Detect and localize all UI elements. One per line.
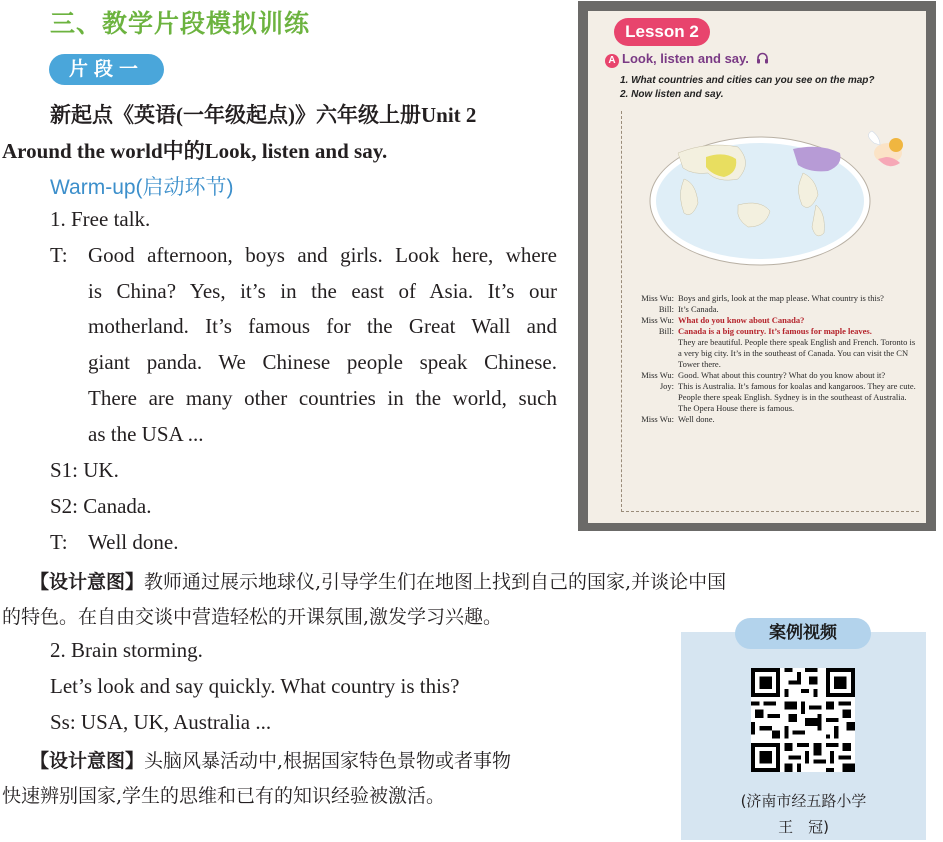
dialogue-line xyxy=(618,370,918,381)
dialogue-speaker: Bill: xyxy=(658,304,674,314)
dialogue-line xyxy=(618,315,918,326)
design-intent-tag: 【设计意图】 xyxy=(30,750,145,772)
teacher-line: motherland. It’s famous for the Great Wall and xyxy=(88,314,557,338)
teacher-well-done: Well done. xyxy=(88,530,179,554)
fairy-illustration xyxy=(868,131,903,166)
design-intent-1-line2: 的特色。在自由交谈中营造轻松的开课氛围,激发学习兴趣。 xyxy=(2,606,503,628)
lets-look-line: Let’s look and say quickly. What country is this? xyxy=(50,674,460,698)
dialogue-text: Good. What about this country? What do you know about it? xyxy=(678,370,886,380)
dialogue-speaker: Miss Wu: xyxy=(641,414,674,424)
dialogue-line xyxy=(618,326,918,337)
dialogue-text: This is Australia. It’s famous for koalas and kangaroos. They are cute. People there speak English. Sydney is in the southeast of Australia. The Opera House there is famous. xyxy=(678,381,916,413)
dialogue-speaker: Joy: xyxy=(659,381,674,391)
teacher-line: Good afternoon, boys and girls. Look here, where xyxy=(88,243,557,267)
dialogue-speaker: Miss Wu: xyxy=(641,293,674,303)
headphones-icon xyxy=(756,52,769,64)
dialogue-text: Boys and girls, look at the map please. What country is this? xyxy=(678,293,884,303)
design-intent-2-line1 xyxy=(30,746,511,773)
dialogue-line xyxy=(618,304,918,315)
look-listen-say-heading xyxy=(605,51,769,68)
section-title: 三、教学片段模拟训练 xyxy=(50,9,311,38)
design-intent-tag: 【设计意图】 xyxy=(30,571,145,593)
dialogue-speaker xyxy=(618,337,678,370)
teacher-label: T: xyxy=(50,243,68,267)
textbook-page-image xyxy=(578,1,936,531)
video-caption-school: (济南市经五路小学 xyxy=(740,792,867,810)
student2-line: S2: Canada. xyxy=(50,494,152,518)
lesson-heading-line2: Around the world中的Look, listen and say. xyxy=(2,139,388,163)
lesson-heading-line1: 新起点《英语(一年级起点)》六年级上册Unit 2 xyxy=(50,103,477,127)
warmup-label: Warm-up(启动环节) xyxy=(50,176,234,199)
question-1: 1. What countries and cities can you see on the map? xyxy=(620,75,875,86)
students-answer-line: Ss: USA, UK, Australia ... xyxy=(50,710,272,734)
lesson-badge: Lesson 2 xyxy=(614,18,710,46)
design-intent-text: 头脑风暴活动中,根据国家特色景物或者事物 xyxy=(144,750,512,772)
textbook-page xyxy=(588,11,926,523)
dialogue-line xyxy=(618,414,918,425)
case-video-label: 案例视频 xyxy=(735,618,871,649)
teacher-line: There are many other countries in the world, such xyxy=(88,386,557,410)
dialogue-speaker: Miss Wu: xyxy=(641,315,674,325)
dialogue-speaker: Miss Wu: xyxy=(641,370,674,380)
video-caption-teacher: 王 冠) xyxy=(778,818,829,836)
dialogue-text: Well done. xyxy=(678,414,715,424)
segment-badge: 片段一 xyxy=(49,54,164,85)
design-intent-2-line2: 快速辨别国家,学生的思维和已有的知识经验被激活。 xyxy=(2,785,446,807)
design-intent-1-line1 xyxy=(30,567,726,594)
teacher-line: as the USA ... xyxy=(88,422,204,446)
free-talk-line: 1. Free talk. xyxy=(50,207,151,231)
teacher-label: T: xyxy=(50,530,68,554)
section-a-icon: A xyxy=(605,54,619,68)
teacher-line: is China? Yes, it’s in the east of Asia. It’s our xyxy=(88,279,557,303)
case-video-box xyxy=(681,623,926,840)
dialogue-text: What do you know about Canada? xyxy=(678,315,805,325)
brain-storming-line: 2. Brain storming. xyxy=(50,638,203,662)
dialogue-line xyxy=(618,293,918,304)
dialogue-speaker: Bill: xyxy=(658,326,674,336)
dialogue-text: They are beautiful. People there speak English and French. Toronto is a very big city. It’s in the southeast of Canada. You can visit the CN Tower there. xyxy=(678,337,916,369)
student1-line: S1: UK. xyxy=(50,458,119,482)
design-intent-text: 教师通过展示地球仪,引导学生们在地图上找到自己的国家,并谈论中国 xyxy=(144,571,727,593)
question-2: 2. Now listen and say. xyxy=(620,89,724,100)
dialogue-line xyxy=(618,381,918,414)
textbook-dialogue xyxy=(618,293,918,425)
teacher-line: giant panda. We Chinese people speak Chinese. xyxy=(88,350,557,374)
look-listen-say-title: Look, listen and say. xyxy=(622,51,749,66)
dialogue-text: Canada is a big country. It’s famous for maple leaves. xyxy=(678,326,872,336)
qr-code-icon[interactable] xyxy=(751,668,855,772)
world-map-illustration xyxy=(588,113,926,283)
dialogue-text: It’s Canada. xyxy=(678,304,719,314)
dialogue-line xyxy=(618,337,918,370)
